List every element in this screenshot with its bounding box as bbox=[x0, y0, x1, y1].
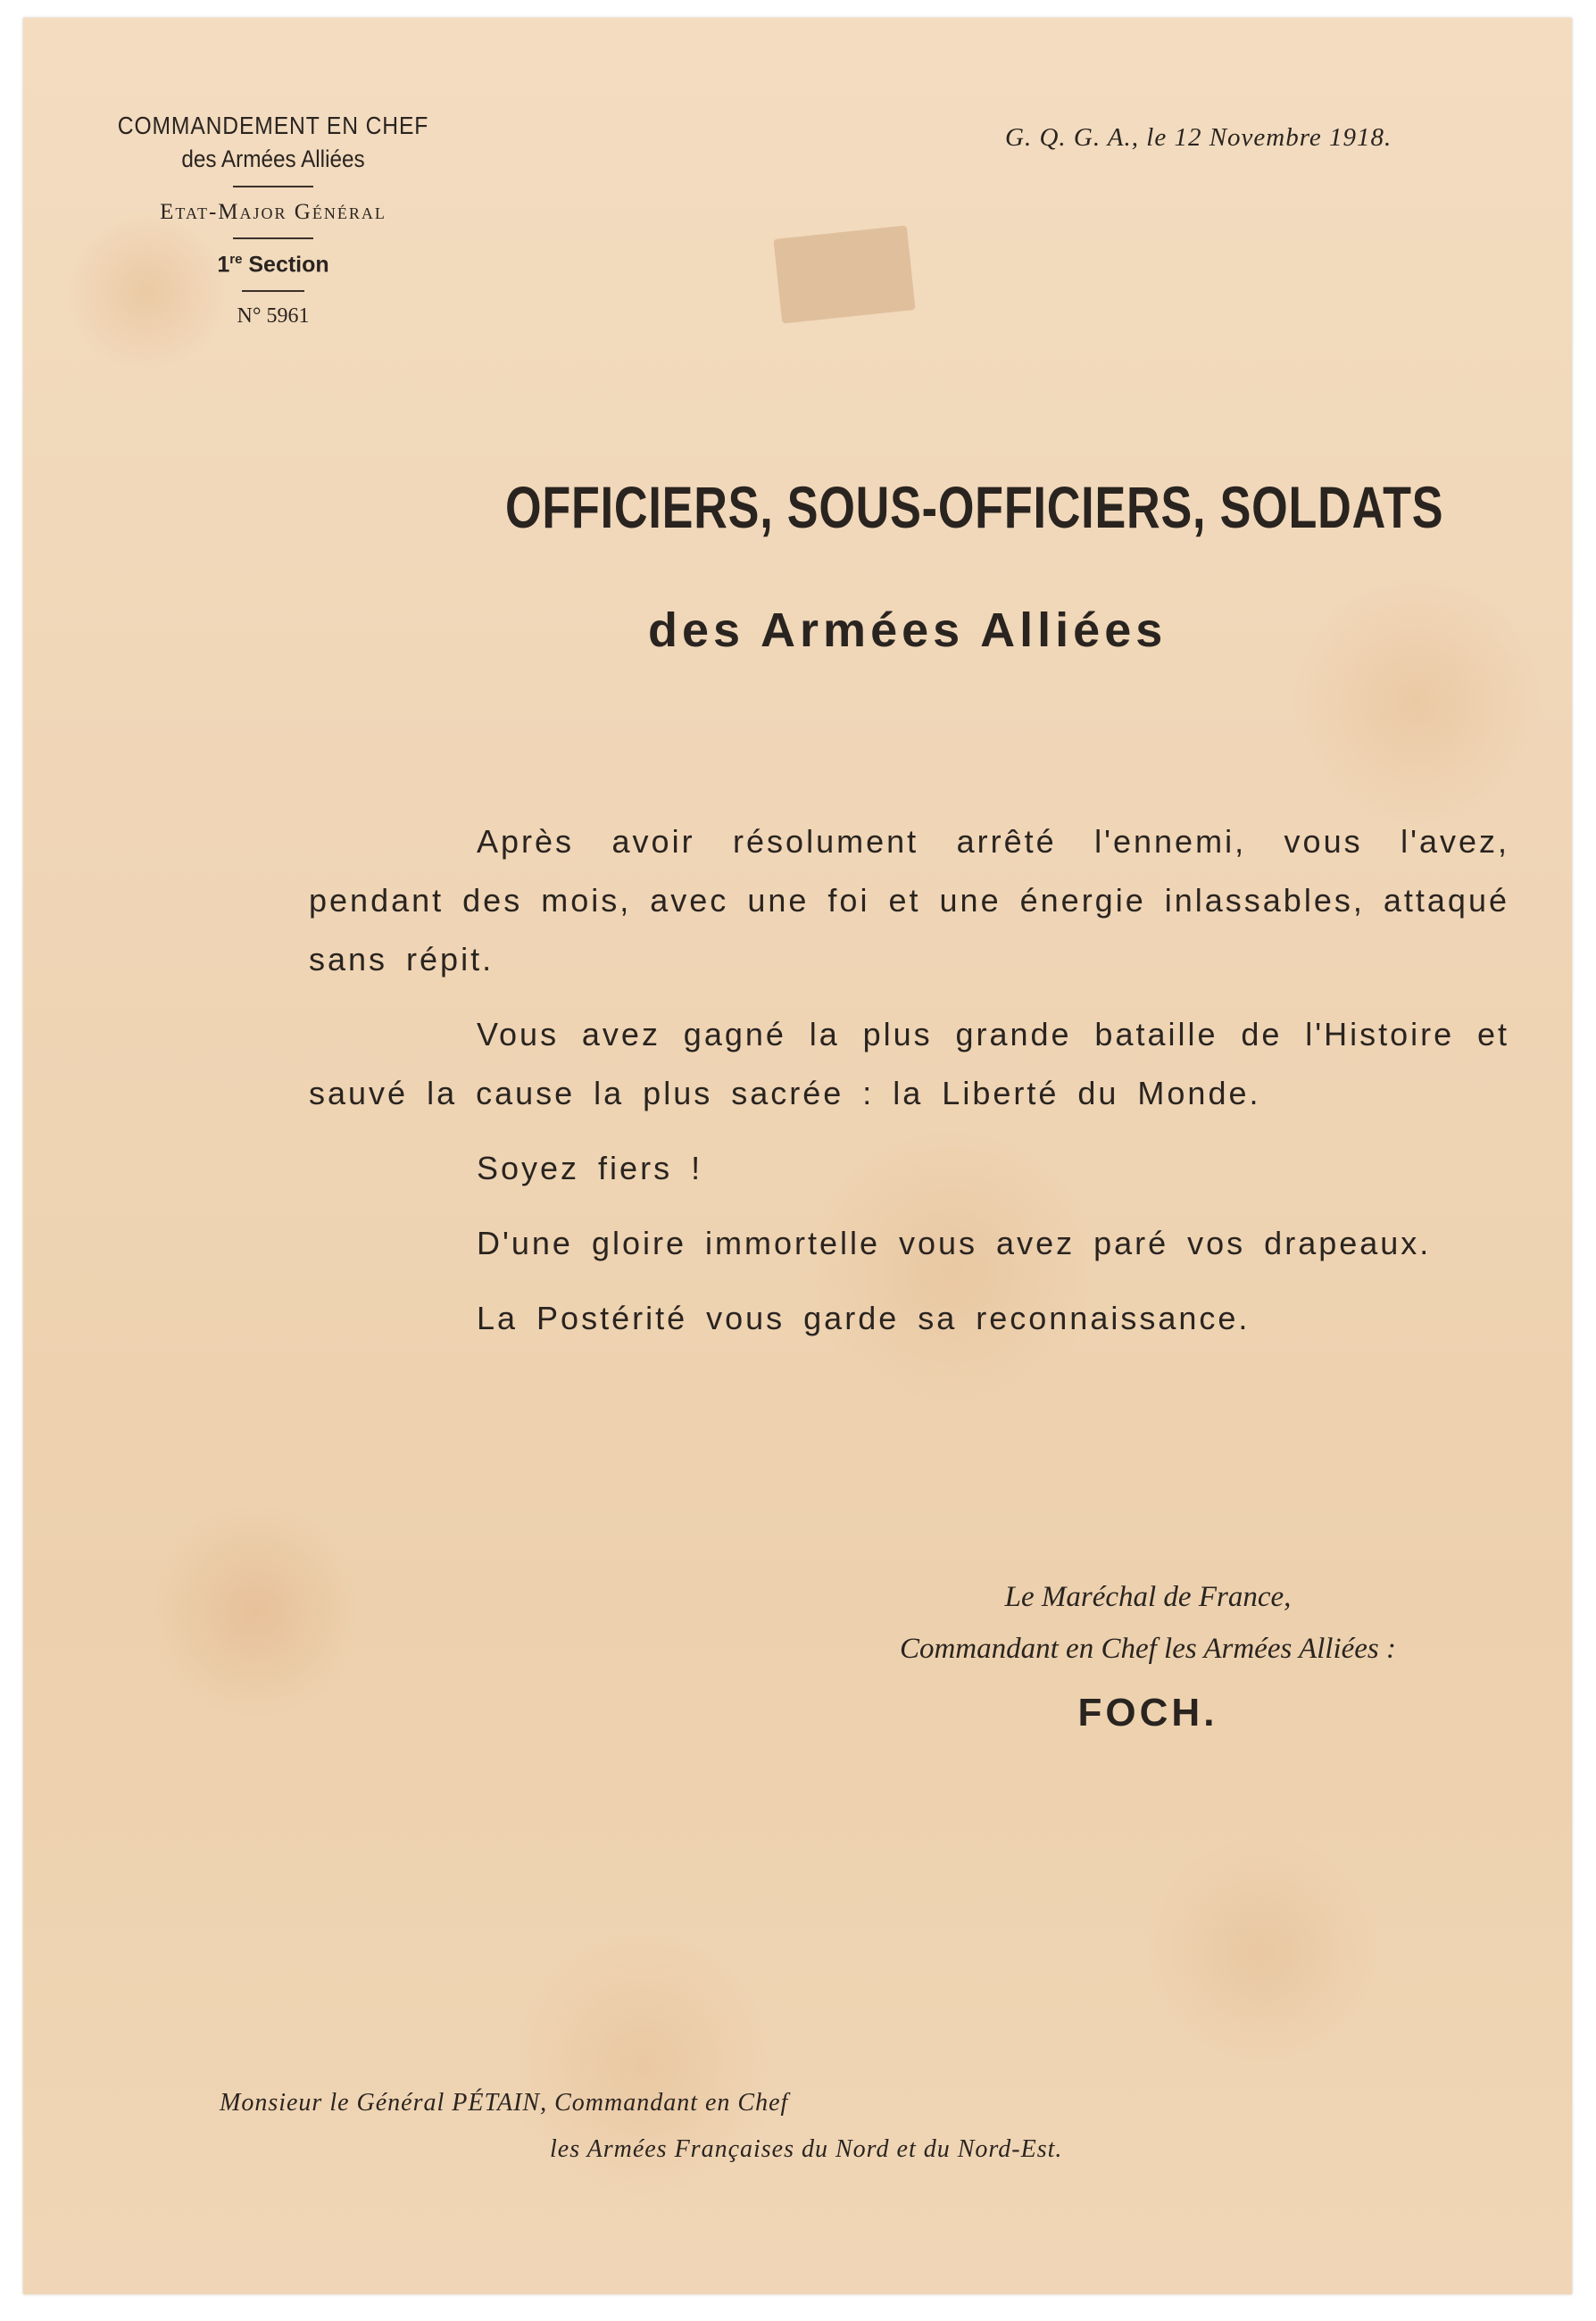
paper-stain bbox=[773, 225, 915, 323]
letterhead-armies: des Armées Alliées bbox=[181, 146, 365, 172]
document-title: OFFICIERS, SOUS-OFFICIERS, SOLDATS bbox=[505, 474, 1444, 540]
letterhead-section bbox=[77, 252, 470, 278]
letterhead-divider bbox=[242, 290, 304, 292]
letterhead-divider bbox=[233, 237, 313, 239]
letterhead bbox=[77, 112, 470, 329]
dateline: G. Q. G. A., le 12 Novembre 1918. bbox=[1005, 123, 1392, 152]
addressee-line: les Armées Françaises du Nord et du Nord-Est. bbox=[550, 2135, 1063, 2163]
document-page bbox=[23, 18, 1572, 2294]
section-superscript: re bbox=[229, 252, 243, 267]
addressee bbox=[220, 2080, 1062, 2173]
paragraph: Soyez fiers ! bbox=[477, 1150, 703, 1186]
body-text bbox=[309, 812, 1509, 1364]
paragraph: Vous avez gagné la plus grande bataille de l'Histoire et sauvé la cause la plus sacrée : la Liberté du Monde. bbox=[309, 1016, 1509, 1111]
paragraph: D'une gloire immortelle vous avez paré vos drapeaux. bbox=[477, 1225, 1432, 1261]
section-number: 1 bbox=[217, 252, 230, 278]
signature-rank: Le Maréchal de France, bbox=[1004, 1581, 1292, 1613]
letterhead-command: COMMANDEMENT EN CHEF bbox=[117, 112, 429, 139]
letterhead-reference: N° 5961 bbox=[237, 304, 310, 329]
paragraph: La Postérité vous garde sa reconnaissance. bbox=[477, 1300, 1251, 1336]
letterhead-divider bbox=[233, 186, 313, 187]
addressee-line: Monsieur le Général PÉTAIN, Commandant en Chef bbox=[220, 2089, 789, 2117]
signature-name: FOCH. bbox=[1077, 1691, 1218, 1735]
signature-block bbox=[809, 1571, 1487, 1739]
letterhead-staff: Etat-Major Général bbox=[160, 200, 387, 224]
document-subtitle: des Armées Alliées bbox=[648, 603, 1168, 657]
paragraph: Après avoir résolument arrêté l'ennemi, vous l'avez, pendant des mois, avec une foi et une énergie inlassables, attaqué sans répit. bbox=[309, 823, 1509, 977]
section-label: Section bbox=[248, 252, 329, 278]
signature-title: Commandant en Chef les Armées Alliées : bbox=[899, 1633, 1397, 1665]
